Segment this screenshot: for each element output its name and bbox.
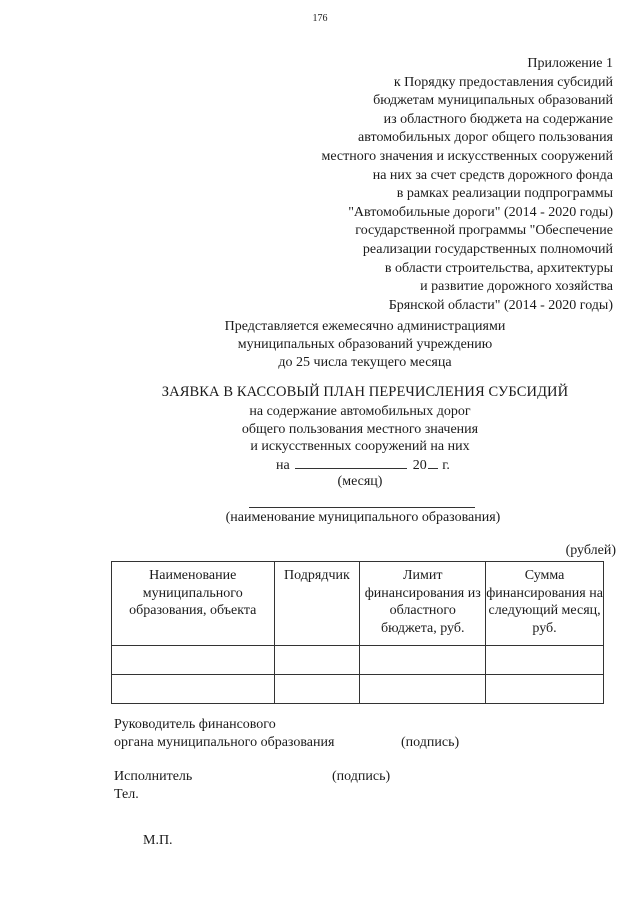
- header-next-month-sum: Сумма финансирования на следующий месяц, руб.: [486, 562, 604, 646]
- appendix-line: Приложение 1: [527, 56, 613, 71]
- page-number: 176: [312, 13, 328, 24]
- date-prefix: на: [276, 458, 290, 473]
- appendix-header: [322, 55, 614, 315]
- appendix-line: на них за счет средств дорожного фонда: [372, 167, 613, 183]
- year-suffix: г.: [442, 458, 450, 473]
- phone-label: Тел.: [114, 787, 139, 802]
- executor-signature-caption: (подпись): [332, 769, 391, 784]
- appendix-line: "Автомобильные дороги" (2014 - 2020 годы): [348, 204, 613, 220]
- request-table: [111, 561, 604, 704]
- table-cell[interactable]: [274, 646, 360, 675]
- appendix-line: в области строительства, архитектуры: [384, 260, 613, 276]
- table-cell[interactable]: [360, 675, 486, 704]
- head-title-line: органа муниципального образования: [114, 735, 335, 750]
- currency-note: (рублей): [565, 543, 616, 558]
- subtitle-line: на содержание автомобильных дорог: [249, 404, 471, 419]
- submission-line: до 25 числа текущего месяца: [278, 355, 452, 370]
- appendix-line: бюджетам муниципальных образований: [373, 93, 613, 109]
- appendix-line: государственной программы "Обеспечение: [355, 223, 613, 239]
- table-row: [112, 646, 604, 675]
- table-cell[interactable]: [112, 646, 275, 675]
- table-row: [112, 675, 604, 704]
- submission-line: Представляется ежемесячно администрациями: [224, 319, 506, 334]
- month-caption: (месяц): [337, 474, 383, 489]
- appendix-line: в рамках реализации подпрограммы: [396, 186, 613, 202]
- stamp-place: М.П.: [143, 833, 173, 848]
- subtitle-line: и искусственных сооружений на них: [250, 439, 470, 454]
- header-contractor: Подрядчик: [274, 562, 360, 646]
- appendix-line: автомобильных дорог общего пользования: [358, 130, 613, 146]
- table-cell[interactable]: [486, 646, 604, 675]
- org-name-caption: (наименование муниципального образования): [225, 510, 501, 525]
- appendix-line: Брянской области" (2014 - 2020 годы): [388, 297, 613, 313]
- appendix-line: местного значения и искусственных сооружений: [321, 148, 613, 164]
- table-cell[interactable]: [360, 646, 486, 675]
- appendix-line: из областного бюджета на содержание: [383, 111, 613, 127]
- month-blank-field[interactable]: [295, 456, 407, 469]
- year-prefix: 20: [412, 458, 427, 473]
- document-subtitle: [0, 403, 640, 456]
- date-line: [276, 456, 450, 474]
- head-title-line: Руководитель финансового: [114, 717, 276, 732]
- head-signature-title: [114, 716, 334, 752]
- appendix-line: к Порядку предоставления субсидий: [393, 74, 613, 90]
- table-cell[interactable]: [112, 675, 275, 704]
- appendix-line: и развитие дорожного хозяйства: [420, 279, 613, 295]
- executor-label: Исполнитель: [114, 769, 193, 784]
- table-cell[interactable]: [486, 675, 604, 704]
- subtitle-line: общего пользования местного значения: [241, 421, 479, 437]
- document-title: ЗАЯВКА В КАССОВЫЙ ПЛАН ПЕРЕЧИСЛЕНИЯ СУБСИДИЙ: [161, 384, 569, 400]
- submission-note: [0, 318, 640, 372]
- org-name-blank-field[interactable]: [249, 507, 475, 508]
- year-blank-field[interactable]: [428, 456, 438, 469]
- header-limit: Лимит финансирования из областного бюджета, руб.: [360, 562, 486, 646]
- table-cell[interactable]: [274, 675, 360, 704]
- appendix-line: реализации государственных полномочий: [362, 241, 613, 257]
- table-header-row: [112, 562, 604, 646]
- submission-line: муниципальных образований учреждению: [237, 337, 493, 352]
- header-object-name: Наименование муниципального образования, объекта: [112, 562, 275, 646]
- head-signature-caption: (подпись): [401, 735, 460, 750]
